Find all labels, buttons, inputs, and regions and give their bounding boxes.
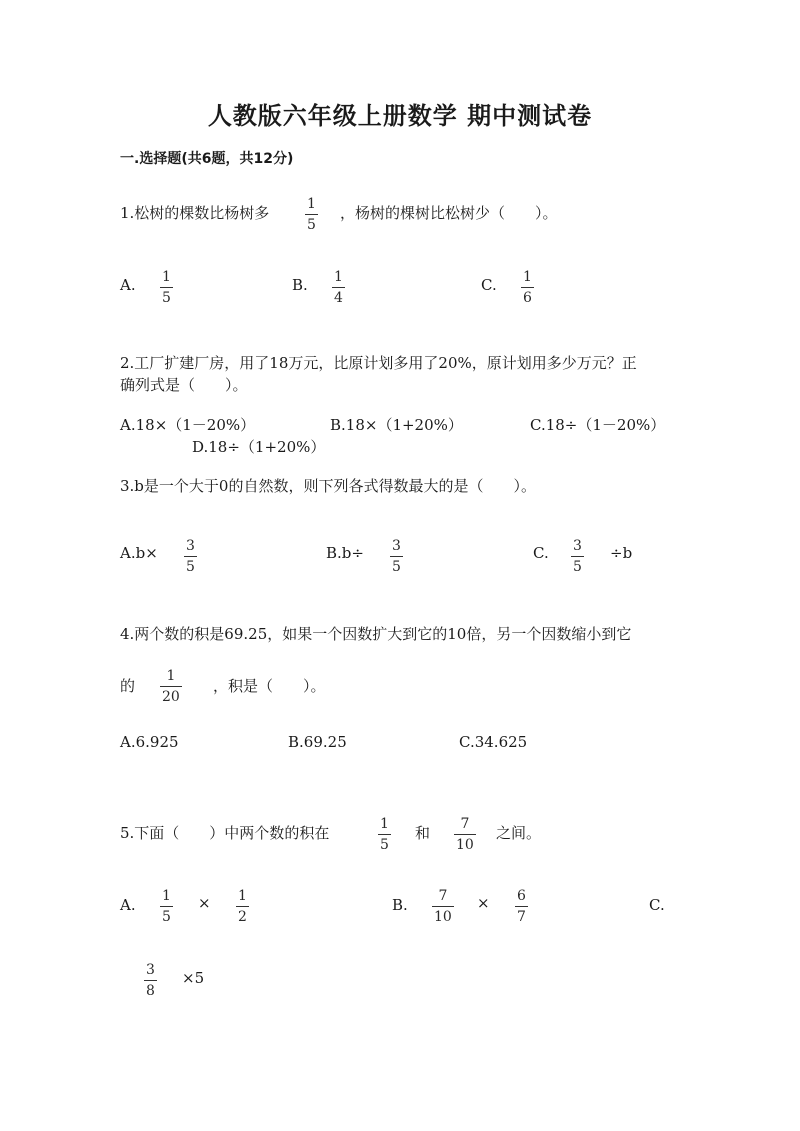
- denominator: 5: [392, 559, 401, 575]
- denominator: 7: [517, 909, 526, 925]
- q4-line-2-prefix: 的: [120, 677, 136, 695]
- q3-option-c-suffix: ÷b: [610, 544, 633, 562]
- q5-prefix: 5.下面（ ）中两个数的积在: [120, 824, 330, 842]
- q4-option-b[interactable]: B.69.25: [288, 733, 347, 751]
- denominator: 2: [238, 909, 247, 925]
- q3-option-b-label[interactable]: B.b÷: [326, 544, 364, 562]
- numerator: 1: [523, 269, 532, 285]
- numerator: 7: [460, 816, 470, 832]
- q2-line-2: 确列式是（ ）。: [120, 376, 248, 394]
- q5-option-c-fraction[interactable]: [144, 963, 157, 998]
- numerator: 1: [380, 816, 389, 832]
- numerator: 1: [307, 196, 316, 212]
- q3-option-a-fraction[interactable]: [184, 539, 197, 574]
- denominator: 10: [434, 909, 452, 925]
- q4-line-1: 4.两个数的积是69.25，如果一个因数扩大到它的10倍，另一个因数缩小到它: [120, 625, 632, 643]
- q5-option-c-label[interactable]: C.: [649, 896, 665, 914]
- numerator: 3: [186, 538, 195, 554]
- q1-fraction: [305, 197, 318, 232]
- q4-line-2-suffix: ，积是（ ）。: [213, 677, 326, 695]
- q5-and: 和: [415, 824, 431, 842]
- denominator: 4: [334, 290, 343, 306]
- q5-suffix: 之间。: [496, 824, 542, 842]
- q5-option-a-times: ×: [198, 894, 211, 912]
- denominator: 5: [162, 909, 171, 925]
- numerator: 1: [162, 888, 171, 904]
- q5-option-b-label[interactable]: B.: [392, 896, 408, 914]
- q5-fraction-2: [454, 817, 476, 852]
- denominator: 5: [186, 559, 195, 575]
- denominator: 5: [162, 290, 171, 306]
- numerator: 6: [517, 888, 526, 904]
- q2-option-c[interactable]: C.18÷（1－20%）: [530, 416, 666, 434]
- q2-line-1: 2.工厂扩建厂房，用了18万元，比原计划多用了20%，原计划用多少万元？正: [120, 354, 637, 372]
- numerator: 3: [392, 538, 401, 554]
- numerator: 7: [438, 888, 448, 904]
- q2-option-d[interactable]: D.18÷（1+20%）: [192, 438, 326, 456]
- page-title: 人教版六年级上册数学 期中测试卷: [207, 102, 593, 130]
- q1-option-b-label[interactable]: B.: [292, 276, 308, 294]
- q3-option-c-label[interactable]: C.: [533, 544, 549, 562]
- numerator: 3: [146, 962, 155, 978]
- numerator: 1: [166, 668, 176, 684]
- denominator: 5: [307, 217, 316, 233]
- q5-option-b-fraction-1[interactable]: [432, 889, 454, 924]
- q4-fraction: [160, 669, 182, 704]
- denominator: 8: [146, 983, 155, 999]
- denominator: 6: [523, 290, 532, 306]
- q3-option-c-fraction[interactable]: [571, 539, 584, 574]
- q2-option-a[interactable]: A.18×（1－20%）: [120, 416, 256, 434]
- denominator: 20: [162, 689, 180, 705]
- q1-prefix: 1.松树的棵数比杨树多: [120, 204, 270, 222]
- q1-option-c-fraction[interactable]: [521, 270, 534, 305]
- q5-option-c-suffix: ×5: [182, 969, 205, 987]
- q1-option-a-label[interactable]: A.: [120, 276, 136, 294]
- q1-option-a-fraction[interactable]: [160, 270, 173, 305]
- q3-option-b-fraction[interactable]: [390, 539, 403, 574]
- denominator: 10: [456, 837, 474, 853]
- q4-option-c[interactable]: C.34.625: [459, 733, 528, 751]
- q5-option-a-label[interactable]: A.: [120, 896, 136, 914]
- q1-suffix: ，杨树的棵树比松树少（ ）。: [340, 204, 558, 222]
- q5-option-a-fraction-1[interactable]: [160, 889, 173, 924]
- denominator: 5: [573, 559, 582, 575]
- q3-option-a-label[interactable]: A.b×: [120, 544, 158, 562]
- q5-option-b-times: ×: [477, 894, 490, 912]
- numerator: 1: [238, 888, 247, 904]
- numerator: 1: [334, 269, 343, 285]
- numerator: 1: [162, 269, 171, 285]
- numerator: 3: [573, 538, 582, 554]
- q1-option-c-label[interactable]: C.: [481, 276, 497, 294]
- q3-text: 3.b是一个大于0的自然数，则下列各式得数最大的是（ ）。: [120, 477, 536, 495]
- q4-option-a[interactable]: A.6.925: [120, 733, 179, 751]
- q5-option-b-fraction-2[interactable]: [515, 889, 528, 924]
- denominator: 5: [380, 837, 389, 853]
- q2-option-b[interactable]: B.18×（1+20%）: [330, 416, 463, 434]
- q1-option-b-fraction[interactable]: [332, 270, 345, 305]
- q5-option-a-fraction-2[interactable]: [236, 889, 249, 924]
- q5-fraction-1: [378, 817, 391, 852]
- section-heading: 一.选择题(共6题，共12分): [120, 151, 294, 167]
